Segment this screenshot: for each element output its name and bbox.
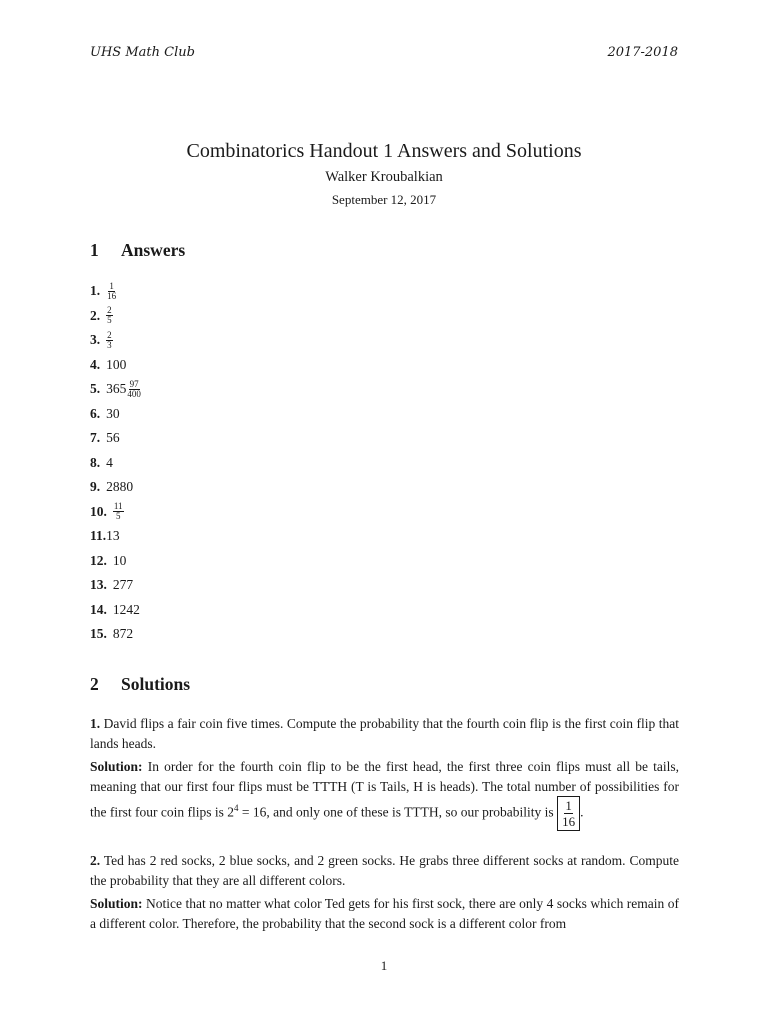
answer-item: [90, 304, 142, 329]
answer-item: [90, 475, 142, 500]
answer-item: [90, 598, 142, 623]
fraction-denominator: 3: [107, 339, 112, 350]
answer-number: 3.: [90, 332, 101, 348]
answer-item: [90, 426, 142, 451]
page-number: 1: [380, 958, 388, 973]
answer-item: [90, 500, 142, 525]
answer-fraction: [126, 380, 142, 399]
answer-number: 11.: [90, 528, 107, 544]
solution-text-b: = 16, and only one of these is TTTH, so our probability is: [238, 804, 558, 820]
running-header: [90, 45, 678, 60]
answer-fraction: [106, 282, 117, 301]
fraction-numerator: 2: [107, 329, 112, 340]
answer-number: 9.: [90, 479, 101, 495]
answer-value: 4: [106, 454, 113, 470]
problem-number: 1.: [90, 716, 101, 731]
section-title: Solutions: [121, 674, 191, 694]
problem-text: Ted has 2 red socks, 2 blue socks, and 2 green socks. He grabs three different socks at random. Compute the probability that they are all different colors.: [90, 853, 679, 888]
problem-2: [90, 851, 679, 890]
date: September 12, 2017: [331, 192, 437, 207]
section-number: 1: [90, 240, 99, 260]
answer-item: [90, 328, 142, 353]
answer-value: 2880: [106, 479, 134, 495]
answer-number: 15.: [90, 626, 107, 642]
header-right: 2017-2018: [607, 45, 678, 60]
section-title: Answers: [121, 240, 186, 260]
answer-number: 6.: [90, 405, 101, 421]
answer-fraction: [113, 502, 124, 521]
section-number: 2: [90, 674, 99, 694]
answer-number: 1.: [90, 283, 101, 299]
answer-value: 30: [106, 405, 120, 421]
solution-1: [90, 757, 679, 831]
solution-label: Solution:: [90, 759, 143, 774]
solution-label: Solution:: [90, 896, 143, 911]
answer-number: 4.: [90, 356, 101, 372]
answer-number: 12.: [90, 552, 107, 568]
answer-fraction: [106, 331, 113, 350]
answer-item: [90, 573, 142, 598]
fraction-denominator: 5: [115, 511, 121, 522]
answer-number: 14.: [90, 601, 107, 617]
boxed-numerator: 1: [565, 798, 572, 813]
answer-whole: 365: [106, 381, 127, 397]
section-heading-solutions: [90, 674, 190, 695]
fraction-denominator: 5: [107, 315, 112, 326]
answer-item: [90, 353, 142, 378]
answer-value: 277: [112, 577, 134, 593]
solution-end: .: [580, 804, 584, 820]
solution-text-a: In order for the fourth coin flip to be the first head, the first three coin flips must all be tails, meaning that our first four flips must be TTTH (T is Tails, H is heads). The total number of possibilities for the first four coin flips is 2: [90, 759, 679, 820]
fraction-numerator: 1: [109, 280, 114, 291]
author: Walker Kroubalkian: [325, 169, 443, 185]
answer-item: [90, 402, 142, 427]
answer-item: [90, 622, 142, 647]
header-left: UHS Math Club: [90, 45, 195, 60]
answer-number: 10.: [90, 503, 107, 519]
answer-number: 5.: [90, 381, 101, 397]
answer-value: 56: [106, 430, 120, 446]
answer-item: [90, 377, 142, 402]
title-block: [0, 140, 768, 208]
solution-2: [90, 894, 679, 933]
answers-list: [90, 279, 142, 647]
fraction-denominator: 400: [127, 388, 141, 399]
fraction-numerator: 97: [129, 378, 139, 389]
problem-1: [90, 714, 679, 753]
answer-number: 13.: [90, 577, 107, 593]
answer-value: 1242: [112, 601, 140, 617]
answer-value: 100: [106, 356, 127, 372]
problem-number: 2.: [90, 853, 101, 868]
answer-item: [90, 451, 142, 476]
answer-value: 10: [112, 552, 127, 568]
exponent: 4: [233, 803, 239, 814]
answer-fraction: [106, 306, 113, 325]
answer-item: [90, 524, 142, 549]
answer-number: 2.: [90, 307, 101, 323]
document-title: Combinatorics Handout 1 Answers and Solutions: [186, 140, 582, 162]
fraction-numerator: 11: [113, 501, 123, 512]
answer-item: [90, 279, 142, 304]
boxed-answer: [557, 796, 580, 831]
answer-value: 13: [106, 528, 120, 544]
solution-text: Notice that no matter what color Ted gets for his first sock, there are only 4 socks which remain of a different color. Therefore, the probability that the second sock is a different color from: [90, 896, 680, 931]
boxed-denominator: 16: [562, 814, 576, 829]
problem-text: David flips a fair coin five times. Compute the probability that the fourth coin flip is the first coin flip that lands heads.: [90, 716, 680, 751]
fraction-numerator: 2: [107, 305, 112, 316]
answer-number: 8.: [90, 454, 101, 470]
fraction-denominator: 16: [107, 290, 117, 301]
answer-item: [90, 549, 142, 574]
answer-number: 7.: [90, 430, 101, 446]
answer-value: 872: [112, 626, 134, 642]
section-heading-answers: [90, 240, 185, 261]
